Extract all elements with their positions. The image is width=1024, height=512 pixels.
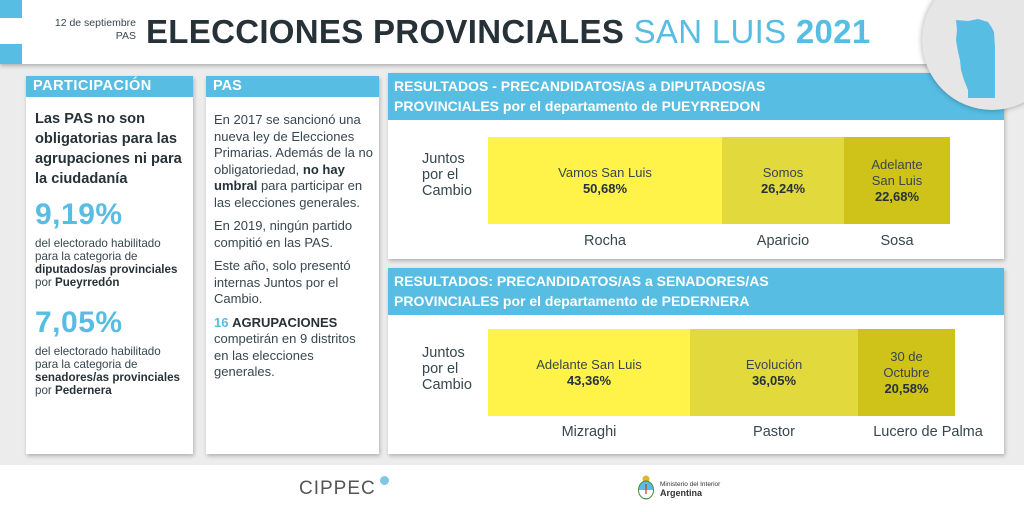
stat-senadores-desc: del electorado habilitado para la categoria de senadores/as provinciales por Pedernera	[35, 345, 180, 397]
participacion-card	[26, 76, 193, 454]
pas-paragraph-2: En 2019, ningún partido compitió en las PAS.	[214, 218, 353, 250]
stacked-bar-senadores	[488, 329, 955, 416]
title-province: SAN LUIS	[633, 13, 787, 50]
candidate-label: Aparicio	[756, 233, 810, 249]
results-diputados-card	[388, 73, 1004, 259]
candidate-labels	[488, 424, 998, 440]
flag-stripe-top	[0, 0, 22, 18]
candidate-label: Sosa	[880, 233, 914, 249]
bar-segment: 30 de Octubre 20,58%	[858, 329, 955, 416]
ministerio-logo: Ministerio del Interior Argentina	[660, 481, 721, 498]
pas-paragraph-1: En 2017 se sancionó una nueva ley de Elecciones Primarias. Además de la no obligatoriedad, no hay umbral para participar en las elecciones generales.	[214, 112, 373, 210]
pas-heading: PAS	[206, 76, 379, 97]
cippec-logo: CIPPEC	[299, 478, 376, 499]
results-senadores-heading: RESULTADOS: PRECANDIDATOS/AS a SENADORES/AS PROVINCIALES por el departamento de PEDERNERA	[388, 268, 1004, 315]
candidate-label: Rocha	[584, 233, 626, 249]
results-senadores-card	[388, 268, 1004, 454]
candidate-label: Pastor	[753, 424, 795, 440]
header	[0, 0, 1024, 64]
candidate-label: Mizraghi	[561, 424, 617, 440]
date-block	[30, 17, 136, 43]
bar-segment: Somos 26,24%	[722, 137, 844, 224]
alliance-label: Juntos por el Cambio	[422, 345, 472, 393]
stacked-bar-diputados	[488, 137, 950, 224]
pas-paragraph-3: Este año, solo presentó internas Juntos por el Cambio.	[214, 258, 351, 306]
election-type: PAS	[115, 30, 136, 42]
flag-stripe-bottom	[0, 44, 22, 64]
election-date: 12 de septiembre	[54, 17, 136, 29]
san-luis-map-icon	[954, 18, 996, 100]
results-diputados-heading: RESULTADOS - PRECANDIDATOS/AS a DIPUTADOS/AS PROVINCIALES por el departamento de PUEYRREDON	[388, 73, 1004, 120]
pas-paragraph-4: 16 AGRUPACIONES competirán en 9 distritos en las elecciones generales.	[214, 314, 356, 379]
stat-diputados-pct: 9,19%	[35, 198, 123, 231]
candidate-label: Lucero de Palma	[873, 424, 983, 440]
stat-diputados-desc: del electorado habilitado para la categoria de diputados/as provinciales por Pueyrredón	[35, 237, 178, 289]
alliance-label: Juntos por el Cambio	[422, 151, 472, 199]
bar-segment: Evolución 36,05%	[690, 329, 858, 416]
footer	[0, 465, 1024, 512]
participacion-lead: Las PAS no son obligatorias para las agrupaciones ni para la ciudadanía	[35, 111, 182, 187]
candidate-labels	[488, 233, 950, 249]
pas-card	[206, 76, 379, 454]
cippec-logo-dot-icon	[380, 476, 389, 485]
title-main: ELECCIONES PROVINCIALES	[146, 13, 625, 50]
participacion-heading: PARTICIPACIÓN	[26, 76, 193, 97]
stat-senadores-pct: 7,05%	[35, 306, 123, 339]
bar-segment: Adelante San Luis 43,36%	[488, 329, 690, 416]
bar-segment: Adelante San Luis 22,68%	[844, 137, 950, 224]
coat-of-arms-icon	[637, 475, 655, 501]
page-title	[146, 12, 871, 52]
bar-segment: Vamos San Luis 50,68%	[488, 137, 722, 224]
title-year: 2021	[795, 13, 871, 50]
